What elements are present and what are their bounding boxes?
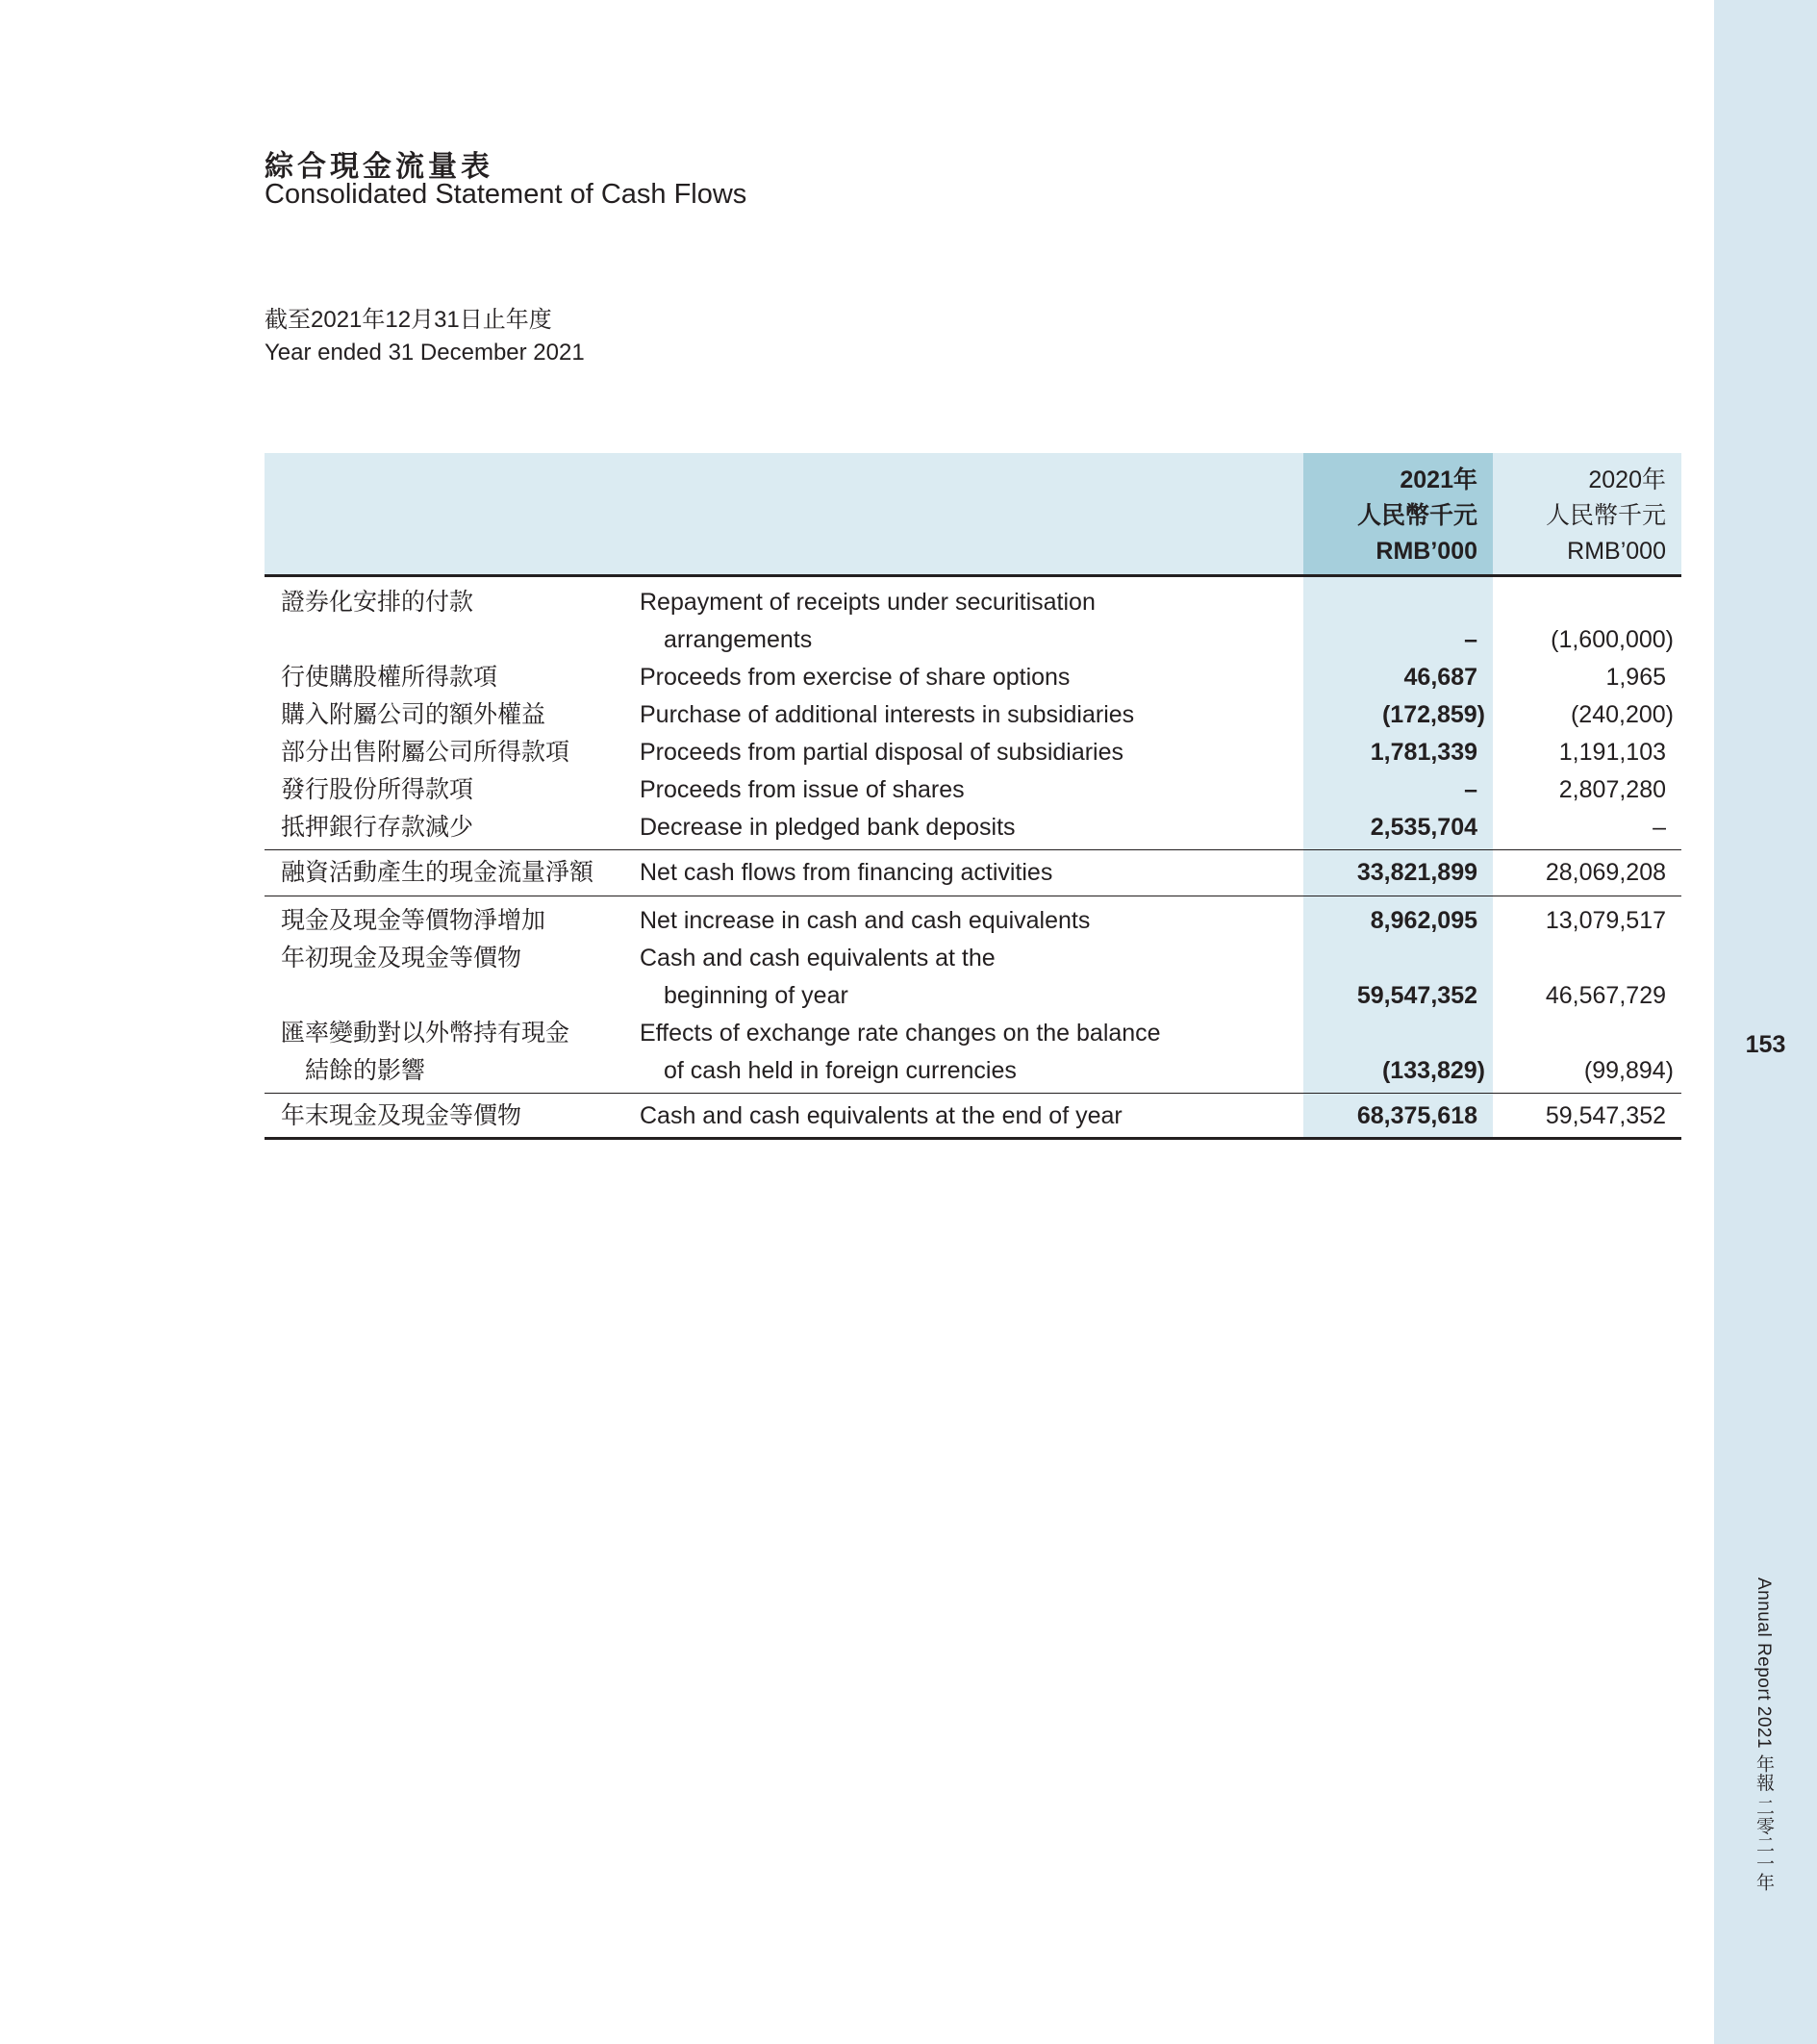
table-row: [265, 809, 1681, 850]
period-english: Year ended 31 December 2021: [265, 340, 585, 366]
value-2021: 8,962,095: [1303, 896, 1493, 941]
value-2020: 28,069,208: [1493, 850, 1681, 896]
title-english: Consolidated Statement of Cash Flows: [265, 179, 747, 210]
row-label-en: Cash and cash equivalents at the end of year: [640, 1094, 1303, 1139]
table-row-subtotal: [265, 850, 1681, 896]
row-label-cn: 購入附屬公司的額外權益: [281, 701, 546, 728]
table-row: [265, 1015, 1681, 1094]
table-row: [265, 940, 1681, 1015]
row-label-cn: 年初現金及現金等價物: [281, 945, 522, 972]
value-2021: 33,821,899: [1303, 850, 1493, 896]
value-2020: (99,894): [1583, 1057, 1674, 1084]
row-label-cn: 行使購股權所得款項: [281, 664, 498, 691]
row-label-en: Proceeds from issue of shares: [640, 776, 965, 803]
row-label-en: Proceeds from partial disposal of subsidiaries: [640, 739, 1124, 766]
row-label-en: Purchase of additional interests in subsidiaries: [640, 701, 1135, 728]
table-row: [265, 659, 1681, 696]
table-row: [265, 576, 1681, 660]
row-label-cn-text: 結餘的影響: [305, 1057, 426, 1084]
value-2021: –: [1303, 576, 1493, 660]
row-label-en: [640, 1015, 1303, 1094]
header-2020: [1493, 453, 1681, 576]
row-label-cn: [265, 1015, 640, 1094]
header-2020-currency: 人民幣千元: [1545, 502, 1666, 529]
table-row: [265, 734, 1681, 771]
row-label-en-text: Repayment of receipts under securitisation: [640, 589, 1096, 616]
header-2021-unit: RMB’000: [1375, 538, 1477, 565]
value-2021: 59,547,352: [1303, 940, 1493, 1015]
value-2020: 1,965: [1605, 664, 1666, 691]
row-label-en: Net cash flows from financing activities: [640, 850, 1303, 896]
value-2020: 59,547,352: [1493, 1094, 1681, 1139]
value-2021: 2,535,704: [1303, 809, 1493, 850]
value-2021: –: [1303, 771, 1493, 809]
row-label-en-text: Cash and cash equivalents at the: [640, 945, 996, 972]
value-2020: (1,600,000): [1551, 626, 1674, 653]
header-2020-unit: RMB’000: [1567, 538, 1666, 565]
row-label-en-text: Effects of exchange rate changes on the balance: [640, 1020, 1161, 1047]
header-2021-currency: 人民幣千元: [1356, 502, 1477, 529]
header-blank-en: [640, 453, 1303, 576]
page-number: 153: [1745, 1031, 1786, 1058]
header-2021-year: 2021年: [1400, 467, 1477, 493]
row-label-cn: 年末現金及現金等價物: [265, 1094, 640, 1139]
header-2020-year: 2020年: [1588, 467, 1666, 493]
row-label-en: [640, 576, 1303, 660]
row-label-en: Proceeds from exercise of share options: [640, 664, 1071, 691]
row-label-en: Net increase in cash and cash equivalents: [640, 896, 1303, 941]
table-row: [265, 771, 1681, 809]
row-label-cn: 現金及現金等價物淨增加: [265, 896, 640, 941]
value-2020: 2,807,280: [1558, 776, 1666, 803]
row-label-cn: 抵押銀行存款減少: [281, 814, 474, 841]
row-label-en: Decrease in pledged bank deposits: [640, 814, 1016, 841]
title-chinese: 綜合現金流量表: [265, 150, 493, 184]
row-label-cn-text: 證券化安排的付款: [281, 589, 474, 616]
table-row-total: [265, 1094, 1681, 1139]
row-label-cn: 融資活動產生的現金流量淨額: [265, 850, 640, 896]
row-label-cn: 發行股份所得款項: [281, 776, 474, 803]
header-blank-cn: [265, 453, 640, 576]
row-label-en: [640, 940, 1303, 1015]
report-footer: Annual Report 2021 年報 二零二一年: [1754, 1577, 1774, 1892]
period-chinese: 截至2021年12月31日止年度: [265, 307, 552, 333]
table-row: [265, 696, 1681, 734]
value-2020: –: [1653, 814, 1666, 841]
row-label-en-text: beginning of year: [664, 982, 848, 1009]
value-2020: 46,567,729: [1545, 982, 1666, 1009]
table-header-row: [265, 453, 1681, 576]
value-2021: 68,375,618: [1303, 1094, 1493, 1139]
cash-flow-table: [265, 453, 1681, 1140]
value-2020: 1,191,103: [1558, 739, 1666, 766]
value-2021: (172,859): [1303, 696, 1493, 734]
value-2021: 46,687: [1303, 659, 1493, 696]
table-row: [265, 896, 1681, 941]
row-label-cn-text: 匯率變動對以外幣持有現金: [281, 1020, 570, 1047]
header-2021: [1303, 453, 1493, 576]
value-2021: (133,829): [1303, 1015, 1493, 1094]
row-label-en-text: of cash held in foreign currencies: [664, 1057, 1017, 1084]
row-label-en-text: arrangements: [664, 626, 813, 653]
row-label-cn: 部分出售附屬公司所得款項: [281, 739, 570, 766]
value-2021: 1,781,339: [1303, 734, 1493, 771]
value-2020: (240,200): [1570, 701, 1674, 728]
row-label-cn: [265, 576, 640, 660]
value-2020: 13,079,517: [1493, 896, 1681, 941]
